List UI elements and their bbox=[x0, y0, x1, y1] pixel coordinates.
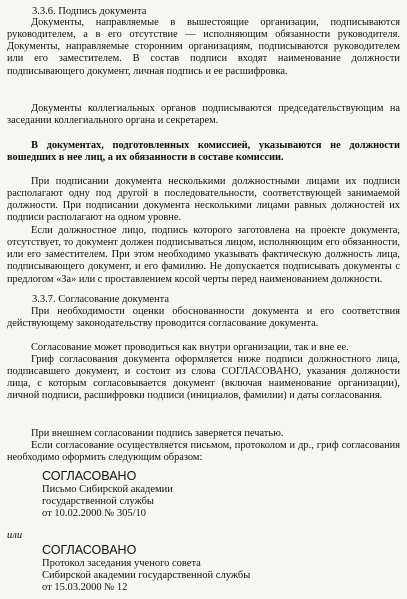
approval-example-letter bbox=[42, 469, 382, 521]
or-separator: или bbox=[7, 530, 23, 541]
approval-example-line: Протокол заседания ученого совета bbox=[42, 558, 201, 569]
approval-example-title: СОГЛАСОВАНО bbox=[42, 543, 137, 557]
approval-example-protocol bbox=[42, 543, 382, 595]
paragraph-collegial-bodies: Документы коллегиальных органов подписываются председательствующим на заседании коллегиального органа и секретарем. bbox=[7, 103, 400, 127]
approval-example-line: от 10.02.2000 № 305/10 bbox=[42, 508, 147, 520]
approval-example-line: Сибирской академии государственной службы bbox=[42, 570, 251, 582]
paragraph-absent-official: Если должностное лицо, подпись которого заготовлена на проекте документа, отсутствует, то документ должен подписываться лицом, исполняющим его обязанности, или его заместителем. При этом необходимо указывать фактическую должность лица, подписывающего документ, и его фамилию. Не допускается подписывать документы с предлогом «За» или с проставлением косой черты перед наименованием должности. bbox=[7, 225, 400, 285]
paragraph-signature-rules: Документы, направляемые в вышестоящие организации, подписываются руководителем, а в его отсутствие — исполняющим обязанности руководителя. Документы, направляемые сторонним организациям, подписываются руководителем или его заместителем. В состав подписи входят наименование должности подписывающего документ, личная подпись и ее расшифровка. bbox=[7, 17, 400, 77]
approval-example-line: Письмо Сибирской академии bbox=[42, 484, 173, 495]
section-heading-signature: 3.3.6. Подпись документа bbox=[32, 6, 147, 17]
paragraph-approval-need: При необходимости оценки обоснованности документа и его соответствия действующему законодательству проводится согласование документа. bbox=[7, 306, 400, 330]
paragraph-approval-scope: Согласование может проводиться как внутри организации, так и вне ее. bbox=[31, 342, 349, 353]
section-heading-approval: 3.3.7. Согласование документа bbox=[32, 294, 170, 305]
approval-example-line: от 15.03.2000 № 12 bbox=[42, 582, 128, 594]
paragraph-approval-stamp: Гриф согласования документа оформляется ниже подписи должностного лица, подписавшего документ, и состоит из слова СОГЛАСОВАНО, указания должности лица, с которым согласовывается документ (включая наименование организации), личной подписи, расшифровки подписи (инициалов, фамилии) и даты согласования. bbox=[7, 354, 400, 402]
paragraph-commission: В документах, подготовленных комиссией, указываются не должности вошедших в нее лиц, а их обязанности в составе комиссии. bbox=[7, 140, 400, 164]
paragraph-several-signatures: При подписании документа несколькими должностными лицами их подписи располагают одну под другой в последовательности, соответствующей занимаемой должности. При подписании документа несколькими лицами равных должностей их подписи располагают на одном уровне. bbox=[7, 176, 400, 224]
paragraph-approval-by-letter: Если согласование осуществляется письмом, протоколом и др., гриф согласования необходимо оформить следующим образом: bbox=[7, 440, 400, 464]
paragraph-external-approval: При внешнем согласовании подпись заверяется печатью. bbox=[31, 428, 284, 439]
approval-example-line: государственной службы bbox=[42, 496, 154, 508]
approval-example-title: СОГЛАСОВАНО bbox=[42, 469, 137, 483]
